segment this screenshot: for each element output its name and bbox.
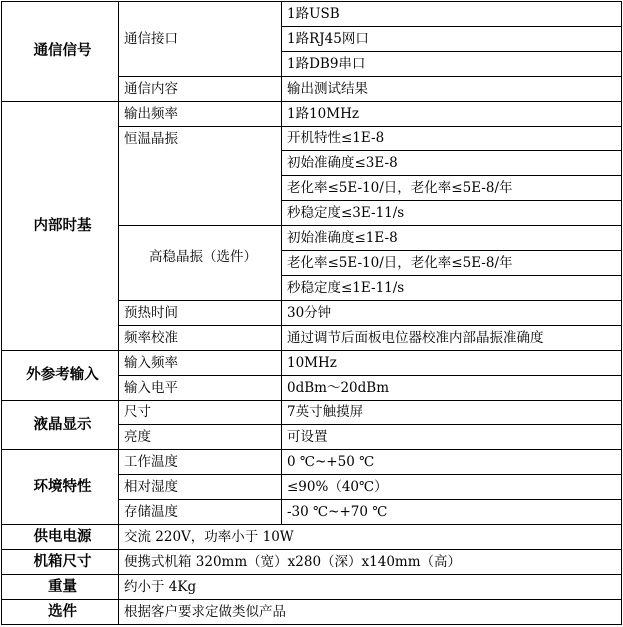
label-calib: 频率校准 (119, 325, 282, 350)
table-row (2, 2, 622, 27)
category-weight: 重量 (2, 574, 119, 599)
label-comm-interface: 通信接口 (119, 2, 282, 77)
category-options: 选件 (2, 599, 119, 624)
label-humidity: 相对湿度 (119, 475, 282, 500)
value-extref-level: 0dBm～20dBm (282, 375, 622, 400)
table-row (2, 101, 622, 126)
label-extref-level: 输入电平 (119, 375, 282, 400)
value-ocxo-accuracy: 初始准确度≤3E-8 (282, 151, 622, 176)
value-ocxo-aging: 老化率≤5E-10/日，老化率≤5E-8/年 (282, 176, 622, 201)
category-chassis: 机箱尺寸 (2, 549, 119, 574)
value-comm-interface-usb: 1路USB (282, 2, 622, 27)
table-row (2, 599, 622, 624)
label-storage-temp: 存储温度 (119, 500, 282, 525)
label-comm-content: 通信内容 (119, 76, 282, 101)
value-calib: 通过调节后面板电位器校准内部晶振准确度 (282, 325, 622, 350)
table-row (2, 450, 622, 475)
value-lcd-size: 7英寸触摸屏 (282, 400, 622, 425)
value-lcd-brightness: 可设置 (282, 425, 622, 450)
value-ocxo-stability: 秒稳定度≤3E-11/s (282, 201, 622, 226)
value-humidity: ≤90%（40℃） (282, 475, 622, 500)
category-comm: 通信信号 (2, 2, 119, 102)
value-power: 交流 220V，功率小于 10W (119, 525, 622, 550)
category-extref: 外参考输入 (2, 350, 119, 400)
value-options: 根据客户要求定做类似产品 (119, 599, 622, 624)
value-warmup: 30分钟 (282, 300, 622, 325)
value-ocxo-startup: 开机特性≤1E-8 (282, 126, 622, 151)
label-lcd-brightness: 亮度 (119, 425, 282, 450)
category-timebase: 内部时基 (2, 101, 119, 350)
value-weight: 约小于 4Kg (119, 574, 622, 599)
spec-table (1, 1, 622, 625)
value-hs-ocxo-accuracy: 初始准确度≤1E-8 (282, 226, 622, 251)
label-output-freq: 输出频率 (119, 101, 282, 126)
category-power: 供电电源 (2, 525, 119, 550)
table-row (2, 350, 622, 375)
category-lcd: 液晶显示 (2, 400, 119, 450)
label-lcd-size: 尺寸 (119, 400, 282, 425)
value-hs-ocxo-aging: 老化率≤5E-10/日，老化率≤5E-8/年 (282, 251, 622, 276)
label-warmup: 预热时间 (119, 300, 282, 325)
value-comm-interface-db9: 1路DB9串口 (282, 51, 622, 76)
label-ocxo: 恒温晶振 (119, 126, 282, 226)
value-extref-freq: 10MHz (282, 350, 622, 375)
value-hs-ocxo-stability: 秒稳定度≤1E-11/s (282, 275, 622, 300)
label-work-temp: 工作温度 (119, 450, 282, 475)
table-row (2, 574, 622, 599)
label-extref-freq: 输入频率 (119, 350, 282, 375)
value-output-freq: 1路10MHz (282, 101, 622, 126)
value-storage-temp: -30 ℃~+70 ℃ (282, 500, 622, 525)
value-comm-content: 输出测试结果 (282, 76, 622, 101)
value-comm-interface-rj45: 1路RJ45网口 (282, 26, 622, 51)
table-row (2, 525, 622, 550)
table-row (2, 549, 622, 574)
category-env: 环境特性 (2, 450, 119, 525)
value-work-temp: 0 ℃~+50 ℃ (282, 450, 622, 475)
table-row (2, 400, 622, 425)
label-hs-ocxo: 高稳晶振（选件） (119, 226, 282, 301)
value-chassis: 便携式机箱 320mm（宽）x280（深）x140mm（高） (119, 549, 622, 574)
